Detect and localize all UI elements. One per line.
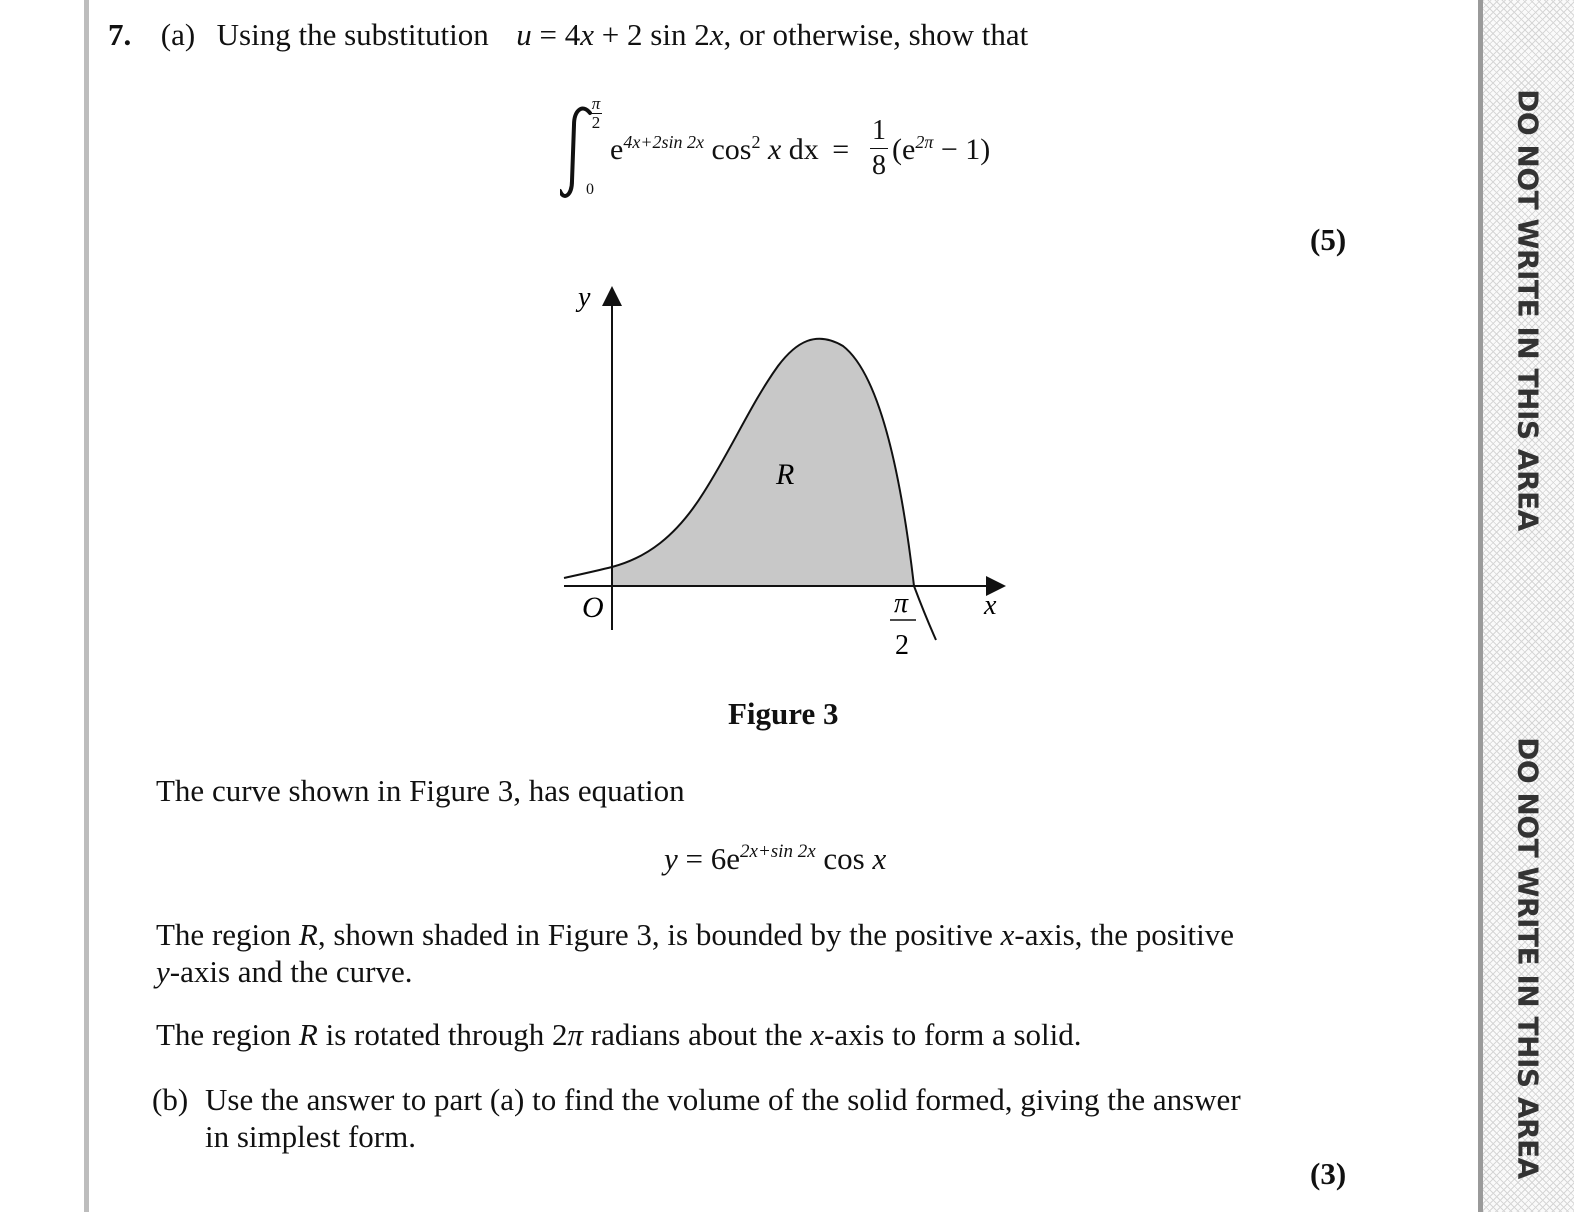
- fraction-one-eighth: 1 8: [872, 115, 886, 181]
- curve-equation: $y = 6e^{2x+sin 2x}$ cos x: [664, 841, 887, 876]
- x-tick-numerator: π: [894, 588, 909, 619]
- region-label-r: R: [776, 458, 795, 491]
- part-b-marks: (3): [1310, 1156, 1347, 1191]
- integral-upper-limit: π 2: [591, 94, 601, 132]
- region-description-line2: y-axis and the curve.: [156, 954, 413, 989]
- substitution-expression: u = 4x + 2 sin 2x: [516, 17, 724, 52]
- figure-3-graph: [556, 282, 1016, 672]
- region-description-line1: The region R, shown shaded in Figure 3, is bounded by the positive x-axis, the positive: [156, 917, 1234, 952]
- part-a-label: (a): [160, 17, 196, 52]
- part-a-text-after: , or otherwise, show that: [723, 17, 1029, 52]
- shaded-region-r: [612, 339, 914, 586]
- part-a-text-before: Using the substitution: [216, 17, 489, 52]
- figure-caption: Figure 3: [728, 696, 839, 731]
- part-b-line1: Use the answer to part (a) to find the volume of the solid formed, giving the answer: [205, 1082, 1241, 1117]
- part-b-line2: in simplest form.: [205, 1119, 416, 1154]
- y-axis-label: y: [578, 282, 591, 313]
- question-7-part-a-line: [108, 16, 1028, 53]
- part-b-label: (b): [152, 1082, 189, 1117]
- curve-intro: The curve shown in Figure 3, has equation: [156, 773, 685, 808]
- question-number: 7.: [108, 17, 132, 52]
- integral-identity: [560, 95, 1020, 205]
- integral-lower-limit: 0: [586, 181, 594, 198]
- x-axis-label: x: [984, 590, 997, 621]
- left-margin-rule: [84, 0, 89, 1212]
- part-a-marks: (5): [1310, 222, 1347, 257]
- rotation-description: The region R is rotated through 2π radians about the x-axis to form a solid.: [156, 1017, 1082, 1052]
- integral-rhs: $(e^{2\pi} - 1)$: [892, 131, 991, 166]
- origin-label: O: [582, 591, 604, 624]
- integrand: $e^{4x+2sin 2x}$ $\cos^2 x$ dx =: [610, 131, 850, 166]
- x-tick-denominator: 2: [895, 630, 909, 661]
